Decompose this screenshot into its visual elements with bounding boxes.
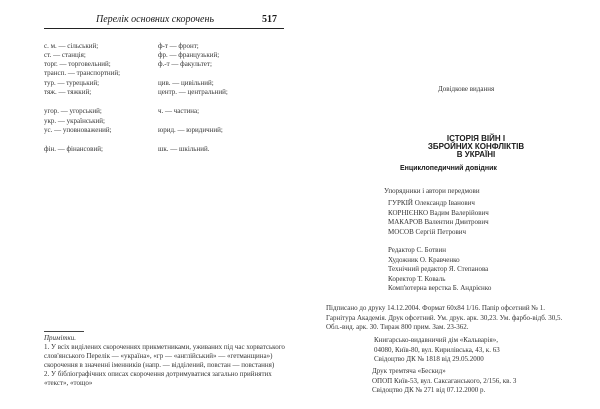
compiler-name: ГУРКІЙ Олександр Іванович (388, 199, 475, 207)
notes-title: Примітки. (44, 334, 77, 342)
abbr-left-1: с. м. — сільський; (44, 42, 99, 50)
abbr-left-10: фін. — фінансовий; (44, 145, 103, 153)
notes-line: 1. У всіх виділених скороченнях прикметниками, уживаних під час хорватського (44, 343, 285, 351)
print-line: Підписано до друку 14.12.2004. Формат 60х84 1/16. Папір офсетний № 1. (326, 304, 545, 312)
compiler-name: МАКАРОВ Валентин Дмитрович (388, 218, 489, 226)
publisher-info (374, 336, 500, 365)
compilers-heading: Упорядники і автори передмови (384, 187, 480, 195)
printer-line: ОПОП Київ-53, вул. Саксаганського, 2/156, кв. 3 (372, 376, 517, 385)
abbr-left-4: трансп. — транспортний; (44, 69, 121, 77)
notes-rule (44, 331, 84, 332)
print-info (326, 304, 562, 333)
publisher-line: Свідоцтво ДК № 1818 від 29.05.2000 (374, 355, 484, 363)
notes-block (44, 334, 285, 388)
staff-line: Редактор С. Ботвин (388, 246, 446, 254)
staff-line: Комп'ютерна верстка Б. Андрієнко (388, 284, 492, 292)
publication-type-label: Довідкове видання (438, 85, 495, 93)
abbr-left-3: торг. — торговельний; (44, 60, 111, 68)
notes-line: «текст», «тощо» (44, 379, 93, 387)
abbr-left-5: тур. — турецький; (44, 79, 100, 87)
abbr-right-12: шк. — шкільний. (158, 145, 210, 153)
compiler-name: МОСОВ Сергій Петрович (388, 227, 467, 236)
book-title: ІСТОРІЯ ВІЙН І ЗБРОЙНИХ КОНФЛІКТІВ В УКРАЇНІ (427, 134, 525, 159)
publisher-line: 04080, Київ-80, вул. Кирилівська, 43, к. 63 (374, 345, 500, 354)
abbr-left-2: ст. — станція; (44, 51, 86, 59)
abbr-left-6: тяж. — тяжкий; (44, 88, 92, 96)
abbr-right-5: цив. — цивільний; (158, 79, 214, 87)
page-number: 517 (262, 14, 277, 25)
compilers-list (388, 199, 489, 237)
abbr-left-8: укр. — український; (44, 117, 105, 125)
notes-line: скорочення в значенні іменників (напр. — відділений, повстан — повстання) (44, 361, 275, 369)
notes-line: слов'янського Перелік — «україна», «гр — «англійський» — «гетманщина») (44, 352, 273, 360)
print-line: Гарнітура Академія. Друк офсетний. Ум. друк. арк. 30,23. Ум. фарбо-відб. 30,5. (326, 313, 563, 322)
header-rule (44, 28, 284, 29)
publisher-line: Книгарсько-видавничий дім «Кальварія», (374, 336, 498, 344)
staff-list (388, 246, 491, 294)
book-subtitle: Енциклопедичний довідник (400, 165, 497, 172)
staff-line: Художник О. Кравченко (388, 255, 460, 264)
abbr-right-1: ф-т — фронт; (158, 42, 199, 50)
printer-line: Друк тремтяча «Бескид» (372, 367, 446, 375)
staff-line: Коректор Т. Коваль (388, 274, 446, 283)
print-line: Обл.-вид. арк. 30. Тираж 800 прим. Зам. 23-362. (326, 323, 469, 331)
compiler-name: КОРНІЄНКО Вадим Валерійович (388, 208, 489, 217)
abbr-right-6: центр. — центральний; (158, 88, 228, 96)
running-header-title: Перелік основних скорочень (96, 14, 215, 25)
printer-line: Свідоцтво ДК № 271 від 07.12.2000 р. (372, 386, 486, 394)
abbr-left-7: угор. — угорський; (44, 107, 102, 115)
printer-info (372, 367, 516, 396)
notes-line: 2. У бібліографічних описах скорочення дотримуватися загально прийнятих (44, 370, 272, 378)
abbr-right-8: ч. — частина; (158, 107, 200, 115)
abbr-right-10: юрид. — юридичний; (158, 126, 223, 134)
abbr-right-2: фр. — французький; (158, 51, 220, 59)
abbr-right-3: ф.-т — факультет; (158, 60, 212, 68)
staff-line: Технічний редактор Я. Степанова (388, 265, 489, 273)
abbr-left-9: ус. — уповноважений; (44, 126, 112, 134)
